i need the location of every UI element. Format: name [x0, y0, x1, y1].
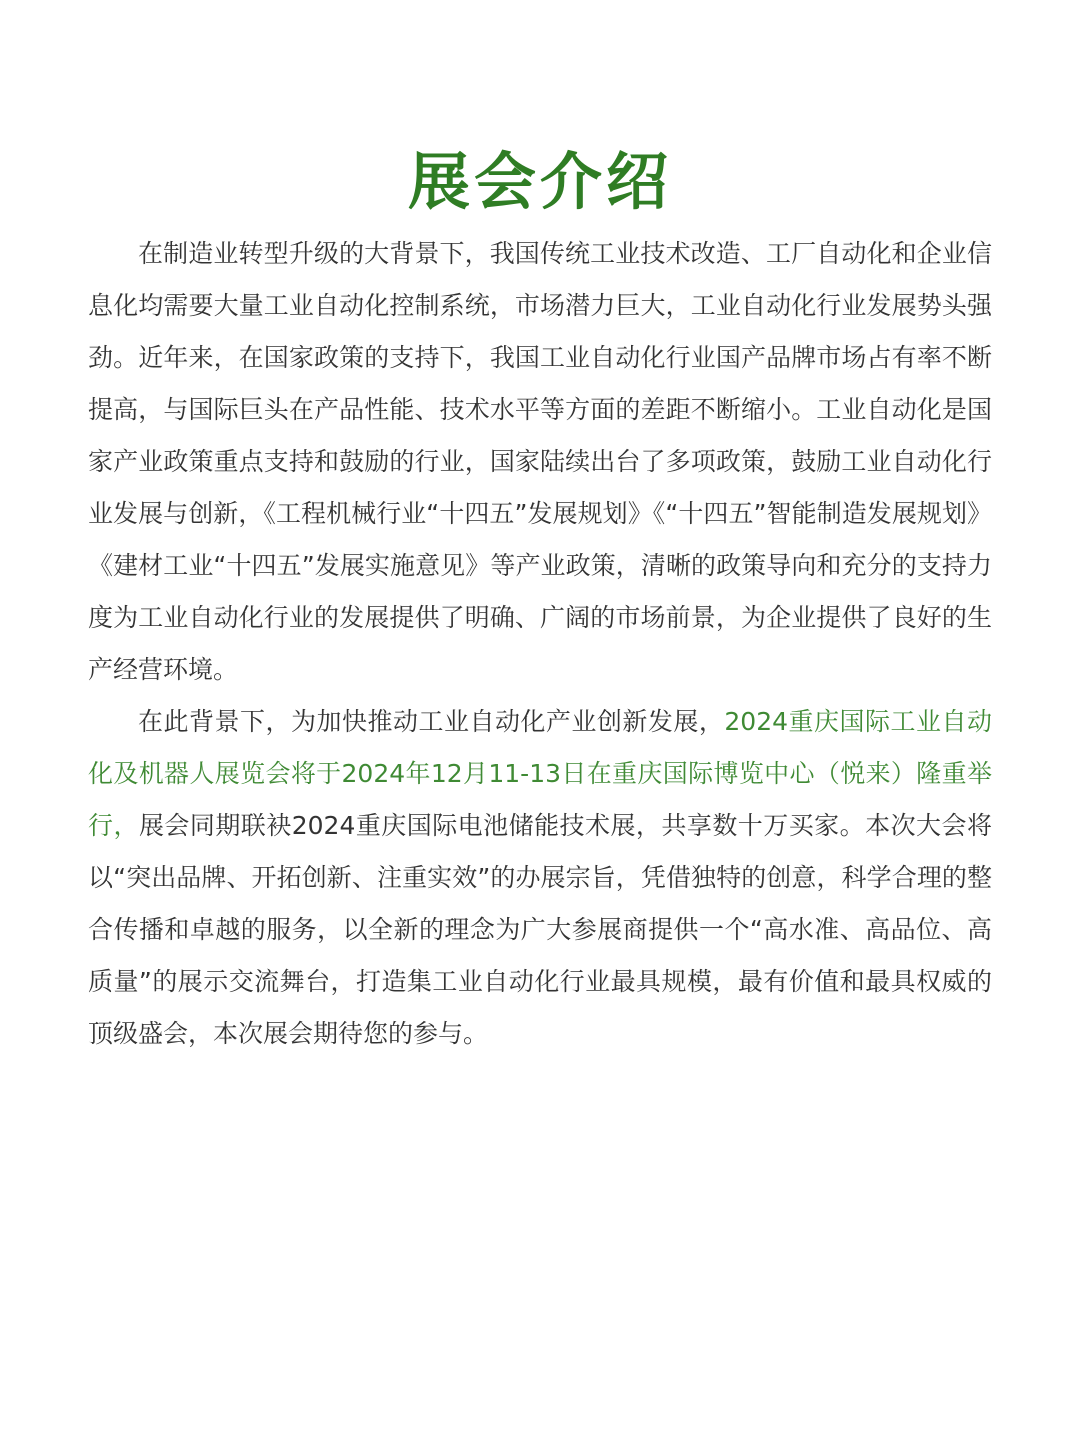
paragraph-2	[88, 696, 992, 1060]
page-title: 展会介绍	[407, 144, 672, 218]
paragraph-2-intro: 在此背景下，为加快推动工业自动化产业创新发展，	[138, 707, 725, 736]
article-body	[88, 228, 992, 1060]
exhibition-highlight: 2024重庆国际工业自动化及机器人展览会将于2024年12月11-13日在重庆国际博览中心（悦来）隆重举行，	[88, 707, 992, 840]
paragraph-1-text: 在制造业转型升级的大背景下，我国传统工业技术改造、工厂自动化和企业信息化均需要大量工业自动化控制系统，市场潜力巨大，工业自动化行业发展势头强劲。近年来，在国家政策的支持下，我国工业自动化行业国产品牌市场占有率不断提高，与国际巨头在产品性能、技术水平等方面的差距不断缩小。工业自动化是国家产业政策重点支持和鼓励的行业，国家陆续出台了多项政策，鼓励工业自动化行业发展与创新，《工程机械行业“十四五”发展规划》《“十四五”智能制造发展规划》《建材工业“十四五”发展实施意见》等产业政策，清晰的政策导向和充分的支持力度为工业自动化行业的发展提供了明确、广阔的市场前景，为企业提供了良好的生产经营环境。	[88, 239, 992, 684]
paragraph-2-body: 展会同期联袂2024重庆国际电池储能技术展，共享数十万买家。本次大会将以“突出品牌、开拓创新、注重实效”的办展宗旨，凭借独特的创意，科学合理的整合传播和卓越的服务，以全新的理念为广大参展商提供一个“高水准、高品位、高质量”的展示交流舞台，打造集工业自动化行业最具规模，最有价值和最具权威的顶级盛会，本次展会期待您的参与。	[88, 811, 992, 1048]
paragraph-1	[88, 228, 992, 696]
